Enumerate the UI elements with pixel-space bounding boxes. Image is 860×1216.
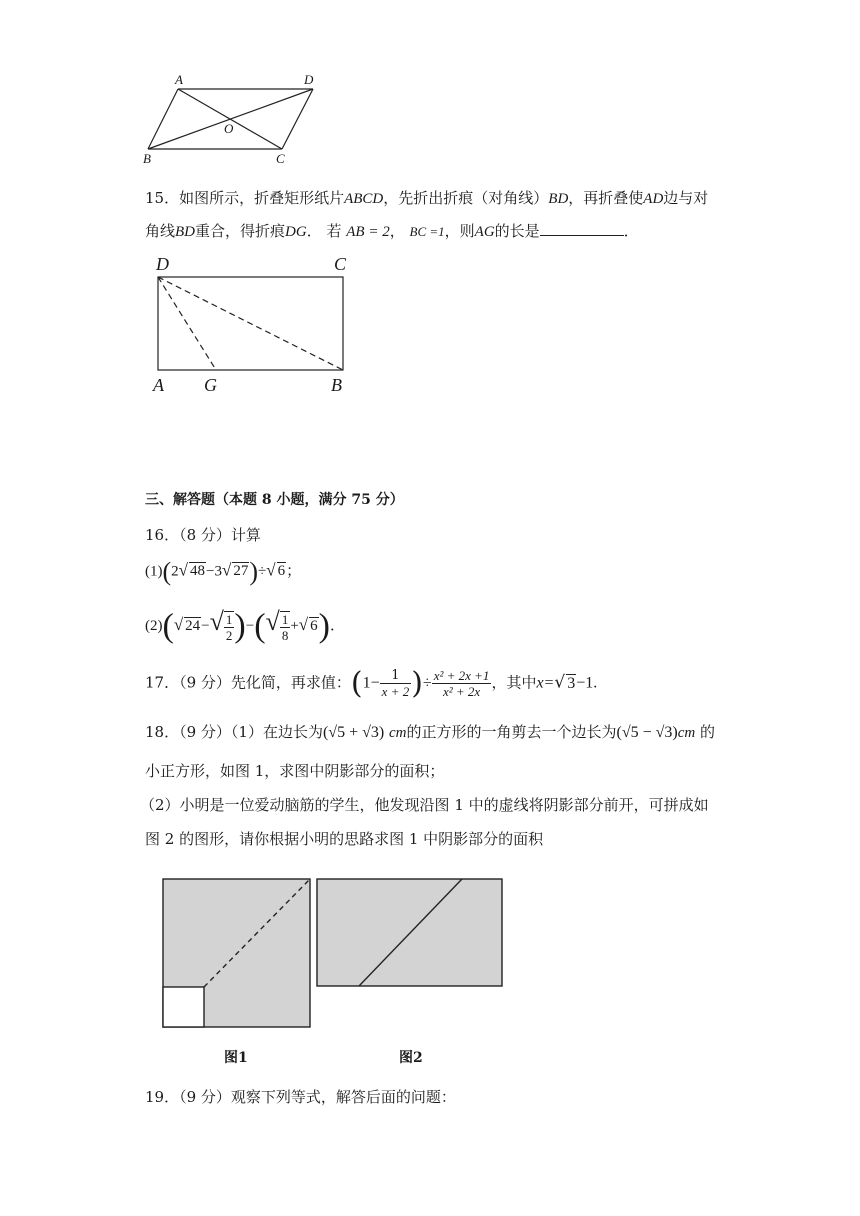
q15-line-1: 15．如图所示，折叠矩形纸片ABCD，先折出折痕（对角线）BD，再折叠使AD边与对 <box>145 189 709 207</box>
q16-part-2: (2)(√ 24−√ $\frac{1}{2}$ )−(√ $\frac{1}{8}$ +√ 6)． <box>145 607 345 645</box>
q17-line: 17．（9 分）先化简，再求值：(1− $\frac{1}{x + 2}$ )÷ $\frac{\text{x² + 2x +1}}{\text{x² + 2x}}$ ，其中x=√ 3−1. <box>145 666 598 701</box>
rect-label-d: D <box>156 254 169 274</box>
rect-label-b: B <box>331 375 342 395</box>
section-3-heading: 三、解答题（本题 8 小题，满分 75 分） <box>145 492 404 508</box>
q15-line-2: 角线BD重合，得折痕DG． 若 AB = 2， BC =1，则AG的长是 ． <box>145 222 639 240</box>
vertex-label-c: C <box>276 151 285 166</box>
vertex-label-a: A <box>175 72 183 87</box>
vertex-label-d: D <box>304 72 314 87</box>
rect-label-g: G <box>204 375 217 395</box>
q18-line-4: 图 2 的图形，请你根据小明的思路求图 1 中阴影部分的面积 <box>145 830 544 848</box>
vertex-label-b: B <box>143 151 151 166</box>
q18-line-3: （2）小明是一位爱动脑筋的学生，他发现沿图 1 中的虚线将阴影部分前开，可拼成如 <box>140 796 709 814</box>
fig2-rectangle <box>317 879 502 986</box>
q16-part-1: (1)(2√ 48−3√ 27)÷√ 6； <box>145 557 302 586</box>
q18-line-2: 小正方形，如图 1，求图中阴影部分的面积； <box>145 762 445 780</box>
fig1-small-square <box>163 987 204 1027</box>
center-label-o: O <box>224 121 234 136</box>
rect-label-c: C <box>334 254 347 274</box>
q18-line-1: 18．（9 分）（1）在边长为(√5 + √3) cm的正方形的一角剪去一个边长为(√5 − √3)cm 的 <box>145 723 716 741</box>
fig2-caption: 图2 <box>399 1050 423 1066</box>
q16-title: 16．（8 分）计算 <box>145 526 261 544</box>
q19-title: 19．（9 分）观察下列等式，解答后面的问题： <box>145 1088 456 1106</box>
rect-label-a: A <box>153 375 164 395</box>
fig1-caption: 图1 <box>224 1050 248 1066</box>
